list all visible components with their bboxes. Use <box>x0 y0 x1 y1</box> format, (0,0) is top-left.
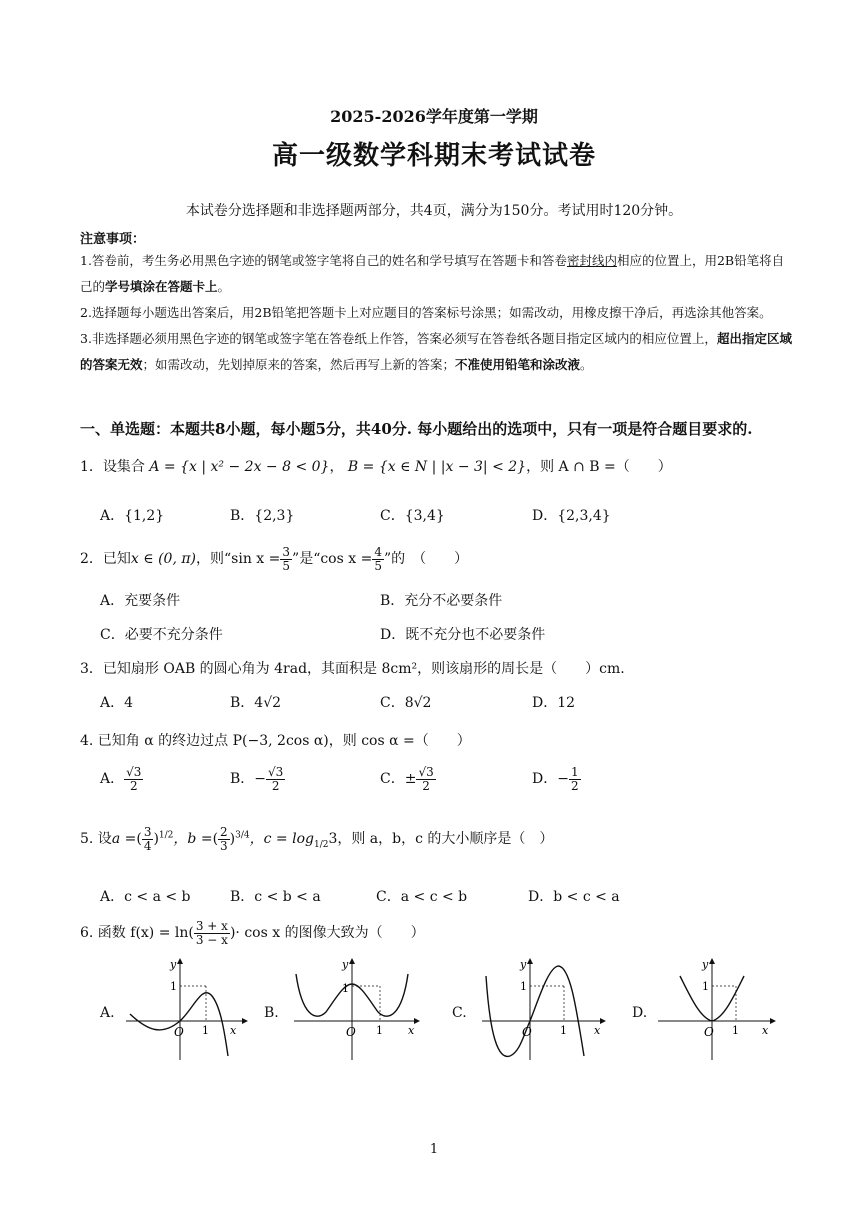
q4-option-a: A． $\frac{√3}{2}$ <box>100 765 142 793</box>
question-2: 2．已知x ∈ (0, π)，则“sin x = $\frac{3}{5}$ ”是“cos x = $\frac{4}{5}$ ”的 （ ） <box>80 545 469 573</box>
notice-item-2: 2.选择题每小题选出答案后，用2B铅笔把答题卡上对应题目的答案标号涂黑；如需改动，用橡皮擦干净后，再选涂其他答案。 <box>80 305 772 320</box>
section-heading: 一、单选题：本题共8小题，每小题5分，共40分. 每小题给出的选项中，只有一项是符合题目要求的. <box>80 420 753 438</box>
graph-b-label: B. <box>264 1005 279 1021</box>
graph-c <box>478 956 608 1066</box>
graph-b-tick-y1: 1 <box>342 982 349 995</box>
q5-option-b: B．c < b < a <box>230 889 321 905</box>
graph-a-x-arrow <box>242 1018 248 1024</box>
q3-option-b: B．4√2 <box>230 695 282 711</box>
graph-d <box>654 956 778 1066</box>
graph-a-label: A. <box>100 1005 115 1021</box>
question-4: 4. 已知角 α 的终边过点 P(−3, 2cos α)，则 cos α =（ ） <box>80 733 471 749</box>
graph-d-x-arrow <box>770 1018 776 1024</box>
graph-a-origin: O <box>174 1025 184 1039</box>
graph-c-tick-y1: 1 <box>520 980 527 993</box>
exam-title: 高一级数学科期末考试试卷 <box>271 141 596 171</box>
graph-a-y-arrow <box>177 958 183 964</box>
q4-option-d: D．− $\frac{1}{2}$ <box>532 765 579 793</box>
q5-option-a: A．c < a < b <box>100 889 191 905</box>
graph-b-y-arrow <box>349 958 355 964</box>
graph-a-x-label: x <box>230 1024 237 1037</box>
graph-d-y-arrow <box>709 958 715 964</box>
question-5: 5. 设a =( $\frac{3}{4}$ )$^{1/2}$，b =( $\frac{2}{3}$ )$^{3/4}$，$c = \log_{1/2}3$，则 a，b，c 的大小顺序是（ ） <box>80 825 554 853</box>
graph-c-label: C. <box>452 1005 467 1021</box>
q5-option-c: C．a < c < b <box>376 889 468 905</box>
q2-option-d: D．既不充分也不必要条件 <box>380 627 546 643</box>
question-3: 3．已知扇形 OAB 的圆心角为 4rad，其面积是 8cm²，则该扇形的周长是（ ）cm. <box>80 661 625 677</box>
q5-option-d: D．b < c < a <box>528 889 620 905</box>
exam-year: 2025-2026学年度第一学期 <box>330 107 538 126</box>
graph-c-origin: O <box>522 1025 532 1039</box>
graph-b-y-label: y <box>342 958 349 971</box>
q1-option-c: C．{3,4} <box>380 508 445 524</box>
q1-option-b: B．{2,3} <box>230 508 295 524</box>
graph-b-origin: O <box>346 1025 356 1039</box>
q2-option-c: C．必要不充分条件 <box>100 627 223 643</box>
graph-b <box>290 956 422 1066</box>
graph-c-x-label: x <box>594 1024 601 1037</box>
graph-c-tick-x1: 1 <box>560 1024 567 1037</box>
graph-d-origin: O <box>704 1025 714 1039</box>
graph-a <box>120 956 250 1066</box>
q3-option-a: A．4 <box>100 695 134 711</box>
graph-b-tick-x1: 1 <box>376 1024 383 1037</box>
graph-b-x-arrow <box>414 1018 420 1024</box>
graph-a-tick-x1: 1 <box>202 1024 209 1037</box>
q3-option-c: C．8√2 <box>380 695 432 711</box>
q4-option-b: B．− $\frac{√3}{2}$ <box>230 765 284 793</box>
q4-option-c: C．± $\frac{√3}{2}$ <box>380 765 434 793</box>
graph-c-y-label: y <box>520 958 527 971</box>
graph-a-tick-y1: 1 <box>170 980 177 993</box>
q1-option-d: D．{2,3,4} <box>532 508 611 524</box>
graph-d-tick-x1: 1 <box>732 1024 739 1037</box>
graph-c-y-arrow <box>527 958 533 964</box>
question-1: 1．设集合 A = {x | x² − 2x − 8 < 0}， B = {x ∈ N | |x − 3| < 2}，则 A ∩ B =（ ） <box>80 459 672 475</box>
graph-d-y-label: y <box>702 958 709 971</box>
q3-option-d: D．12 <box>532 695 576 711</box>
graph-d-x-label: x <box>762 1024 769 1037</box>
notice-item-3: 3.非选择题必须用黑色字迹的钢笔或签字笔在答卷纸上作答，答案必须写在答卷纸各题目指定区域内的相应位置上，超出指定区域的答案无效；如需改动，先划掉原来的答案，然后再写上新的答案；不准使用铅笔和涂改液。 <box>80 331 792 372</box>
exam-intro: 本试卷分选择题和非选择题两部分，共4页，满分为150分。考试用时120分钟。 <box>185 203 683 219</box>
notice-item-1: 1.答卷前，考生务必用黑色字迹的钢笔或签字笔将自己的姓名和学号填写在答题卡和答卷密封线内相应的位置上，用2B铅笔将自己的学号填涂在答题卡上。 <box>80 253 785 294</box>
page-number: 1 <box>429 1142 439 1157</box>
graph-a-y-label: y <box>170 958 177 971</box>
graph-b-x-label: x <box>408 1024 415 1037</box>
notice-title: 注意事项： <box>80 232 146 247</box>
graph-d-label: D. <box>632 1005 648 1021</box>
graph-c-x-arrow <box>600 1018 606 1024</box>
q2-option-b: B．充分不必要条件 <box>380 593 503 609</box>
graph-d-tick-y1: 1 <box>702 980 709 993</box>
question-6: 6. 函数 f(x) = ln( $\frac{3 + x}{3 - x}$ )· cos x 的图像大致为（ ） <box>80 919 425 947</box>
q1-option-a: A．{1,2} <box>100 508 165 524</box>
q2-option-a: A．充要条件 <box>100 593 181 609</box>
graph-c-curve <box>486 966 584 1056</box>
